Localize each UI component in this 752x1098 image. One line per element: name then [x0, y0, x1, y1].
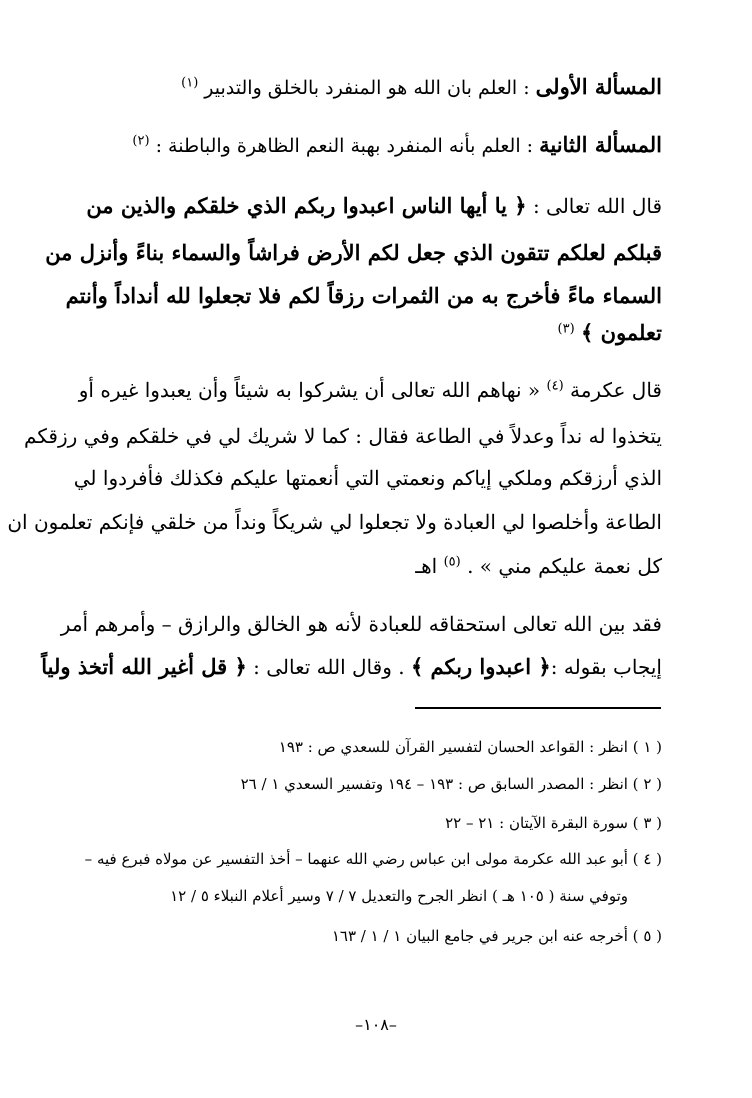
footnote-ref-1[interactable]: (١): [181, 75, 199, 91]
conclusion-quote: ﴿ قل أغير الله أتخذ ولياً: [41, 654, 247, 679]
verse-line: [62, 320, 662, 345]
ikrima-line: [62, 466, 662, 490]
conclusion-line: [62, 612, 662, 636]
issue-two-text: : العلم بأنه المنفرد بهبة النعم الظاهرة والباطنة :: [149, 135, 540, 157]
conclusion-quote: ﴿ اعبدوا ربكم ﴾: [410, 654, 551, 679]
footnote-separator: [415, 707, 661, 709]
ikrima-text: يتخذوا له نداً وعدلاً في الطاعة فقال : كما لا شريك لي في خلقكم وفي رزقكم: [24, 424, 662, 448]
footnote-4: ( ٤ ) أبو عبد الله عكرمة مولى ابن عباس رضي الله عنهما – أخذ التفسير عن مولاه فبرع فيه –: [84, 850, 662, 868]
footnote-ref-5[interactable]: (٥): [443, 554, 461, 570]
ikrima-intro: قال عكرمة: [570, 378, 662, 402]
conclusion-text: . وقال الله تعالى :: [253, 655, 411, 679]
verse-line: [45, 240, 662, 265]
verse-line: [62, 283, 662, 308]
conclusion-text: إيجاب بقوله :: [550, 655, 662, 679]
ikrima-text: « نهاهم الله تعالى أن يشركوا به شيئاً وأن يعبدوا غيره أو: [78, 378, 541, 402]
verse-text: ﴿ يا أيها الناس اعبدوا ربكم الذي خلقكم والذين من: [86, 193, 527, 218]
footnote-1: ( ١ ) انظر : القواعد الحسان لتفسير القرآن للسعدي ص : ١٩٣: [278, 738, 662, 756]
ikrima-line: [62, 378, 662, 402]
issue-one-text: : العلم بان الله هو المنفرد بالخلق والتدبير: [198, 77, 536, 99]
verse-line: [62, 193, 662, 218]
ikrima-text: كل نعمة عليكم مني » .: [467, 554, 662, 578]
footnote-3: ( ٣ ) سورة البقرة الآيتان : ٢١ – ٢٢: [445, 814, 662, 832]
ikrima-line: [7, 510, 662, 534]
page-number: –١٠٨–: [355, 1015, 397, 1034]
footnote-4-continued: وتوفي سنة ( ١٠٥ هـ ) انظر الجرح والتعديل ٧ / ٧ وسير أعلام النبلاء ٥ / ١٢: [170, 887, 628, 905]
issue-one: [181, 74, 662, 99]
issue-two-label: المسألة الثانية: [539, 132, 662, 157]
ikrima-text: الطاعة وأخلصوا لي العبادة ولا تجعلوا لي شريكاً ونداً من خلقي فإنكم تعلمون ان: [7, 510, 662, 534]
issue-one-label: المسألة الأولى: [535, 74, 662, 99]
footnote-ref-4[interactable]: (٤): [546, 378, 564, 394]
verse-text: قبلكم لعلكم تتقون الذي جعل لكم الأرض فراشاً والسماء بناءً وأنزل من: [45, 240, 662, 265]
verse-text: تعلمون ﴾: [581, 320, 662, 345]
conclusion-line: [41, 654, 662, 679]
ikrima-text: الذي أرزقكم وملكي إياكم ونعمتي التي أنعمتها عليكم فكذلك فأفردوا لي: [73, 466, 662, 490]
ikrima-end: اهـ: [415, 554, 438, 578]
verse-text: السماء ماءً فأخرج به من الثمرات رزقاً لكم فلا تجعلوا لله أنداداً وأنتم: [65, 283, 662, 308]
footnote-5: ( ٥ ) أخرجه عنه ابن جرير في جامع البيان ١ / ١ / ١٦٣: [331, 927, 662, 945]
footnote-2: ( ٢ ) انظر : المصدر السابق ص : ١٩٣ – ١٩٤ وتفسير السعدي ١ / ٢٦: [240, 775, 662, 793]
ikrima-line: [24, 424, 662, 448]
verse-intro: قال الله تعالى :: [532, 194, 662, 218]
ikrima-line: [62, 554, 662, 578]
footnote-ref-3[interactable]: (٣): [557, 321, 575, 337]
conclusion-text: فقد بين الله تعالى استحقاقه للعبادة لأنه هو الخالق والرازق – وأمرهم أمر: [60, 612, 662, 636]
footnote-ref-2[interactable]: (٢): [132, 133, 150, 149]
issue-two: [132, 132, 662, 157]
